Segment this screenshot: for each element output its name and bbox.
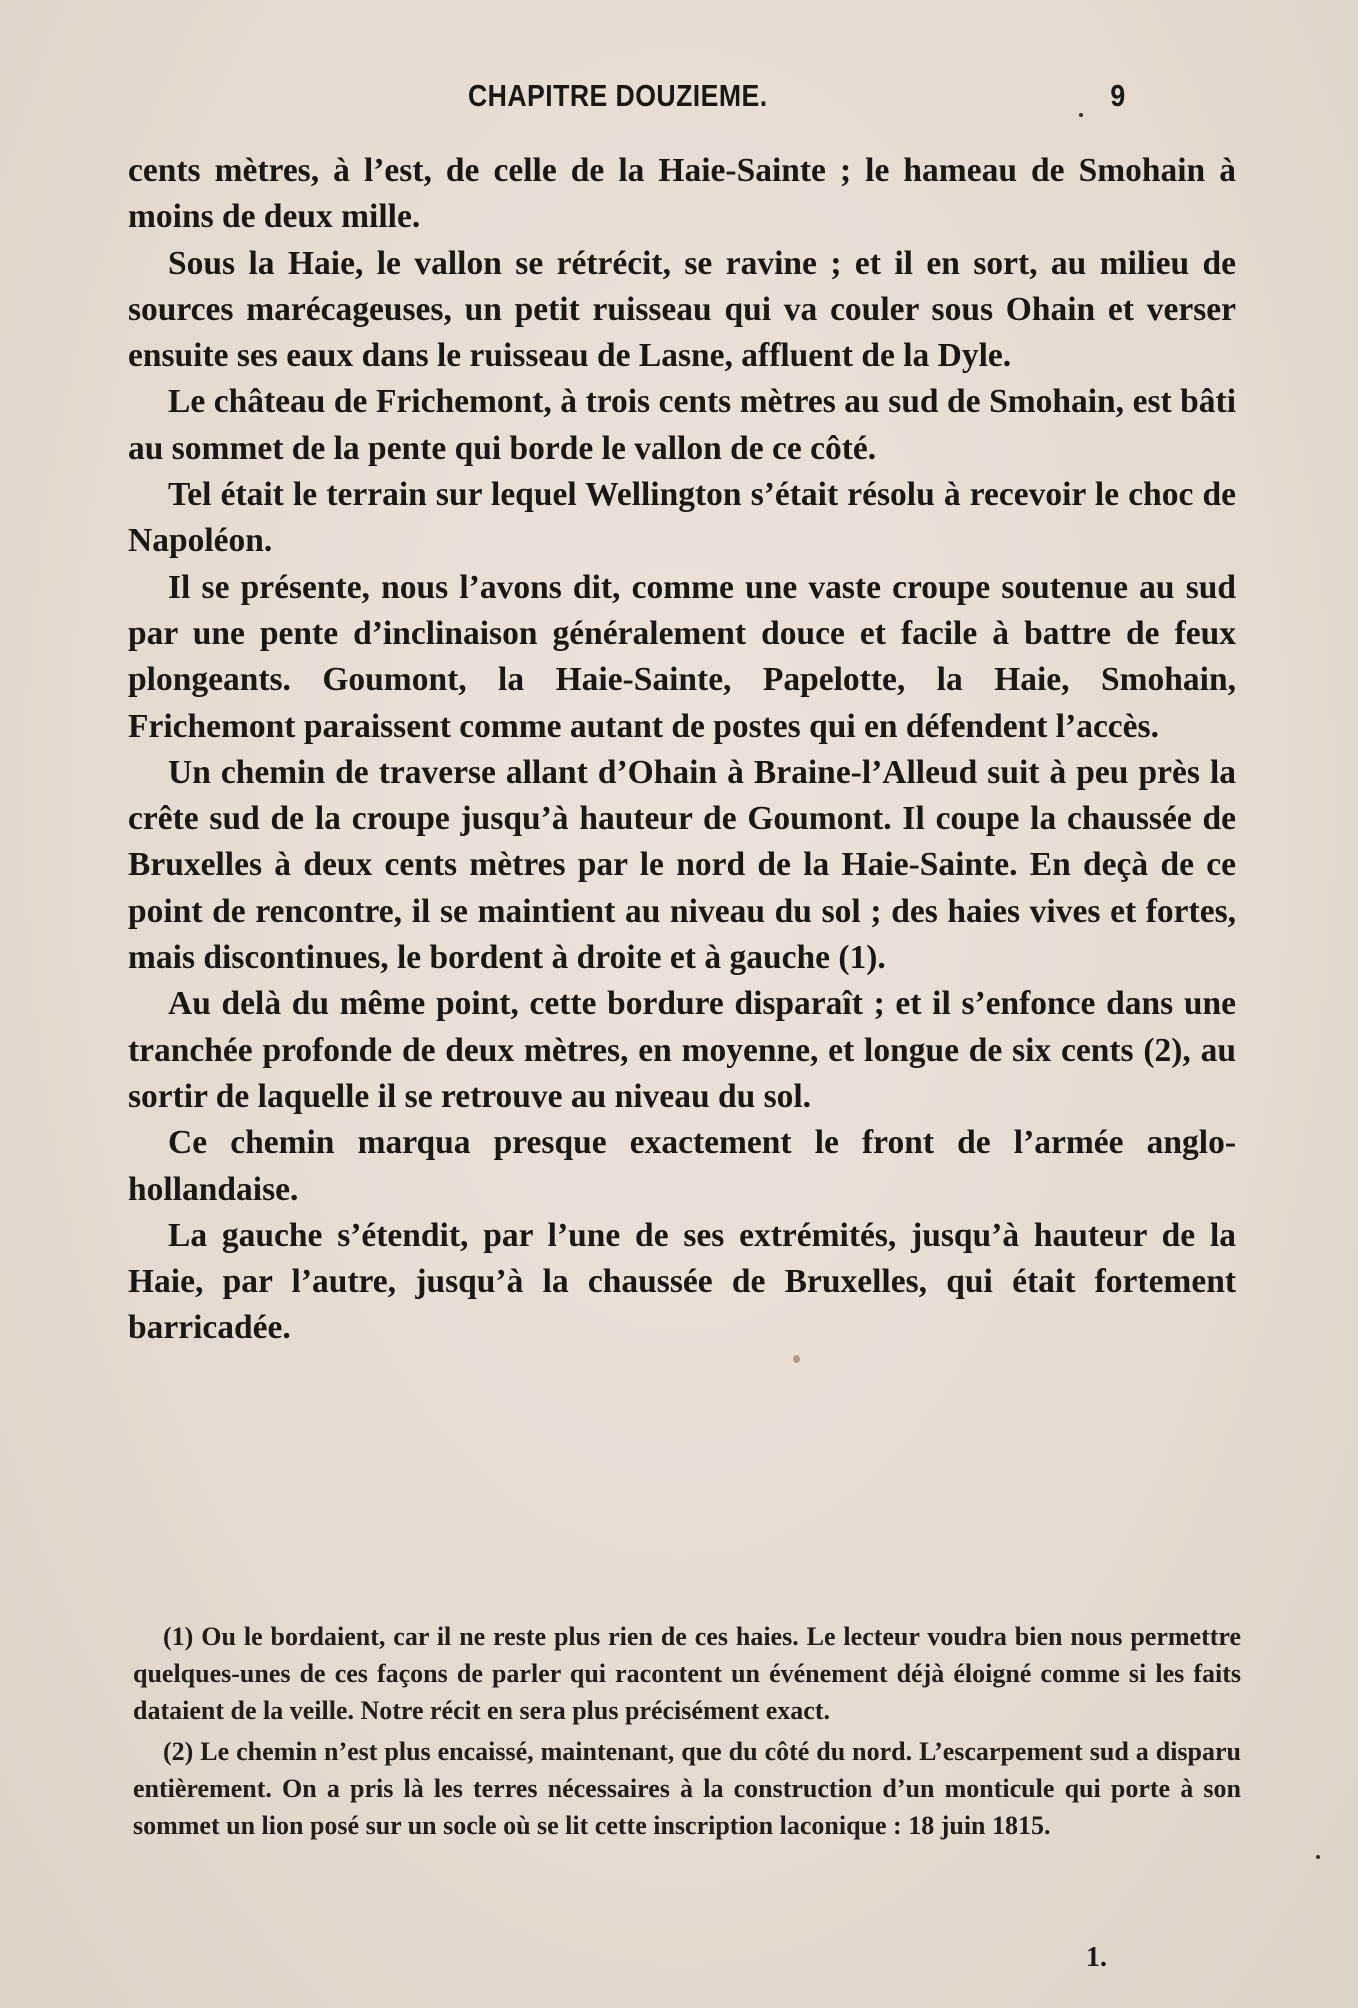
footnotes [133,1618,1241,1844]
footnote-1: (1) Ou le bordaient, car il ne reste plus rien de ces haies. Le lecteur voudra bien nous permettre quelques-unes de ces façons de parler qui racontent un événement déjà éloigné comme si les faits dataient de la veille. Notre récit en sera plus précisément exact. [133,1622,1241,1726]
paragraph: Un chemin de traverse allant d’Ohain à Braine-l’Alleud suit à peu près la crête sud de la croupe jusqu’à hauteur de Goumont. Il coupe la chaussée de Bruxelles à deux cents mètres par le nord de la Haie-Sainte. En deçà de ce point de rencontre, il se maintient au niveau du sol ; des haies vives et fortes, mais discontinues, le bordent à droite et à gauche (1). [128,753,1236,977]
paragraph: Ce chemin marqua presque exactement le front de l’armée anglo-hollandaise. [128,1124,1236,1208]
paragraph: Le château de Frichemont, à trois cents mètres au sud de Smohain, est bâti au sommet de la pente qui borde le vallon de ce côté. [128,383,1236,467]
body-text [128,148,1236,1352]
ink-speck [793,1355,800,1363]
paragraph: Il se présente, nous l’avons dit, comme une vaste croupe soutenue au sud par une pente d’inclinaison généralement douce et facile à battre de feux plongeants. Goumont, la Haie-Sainte, Papelotte, la Haie, Smohain, Frichemont paraissent comme autant de postes qui en défendent l’accès. [128,568,1236,745]
paragraph: Sous la Haie, le vallon se rétrécit, se ravine ; et il en sort, au milieu de sources marécageuses, un petit ruisseau qui va couler sous Ohain et verser ensuite ses eaux dans le ruisseau de Lasne, affluent de la Dyle. [128,244,1236,375]
footnote-2: (2) Le chemin n’est plus encaissé, maintenant, que du côté du nord. L’escarpement sud a disparu entièrement. On a pris là les terres nécessaires à la construction d’un monticule qui porte à son sommet un lion posé sur un socle où se lit cette inscription laconique : 18 juin 1815. [133,1736,1241,1841]
chapter-title: CHAPITRE DOUZIEME. [468,78,768,113]
paragraph: Tel était le terrain sur lequel Wellington s’était résolu à recevoir le choc de Napoléon. [128,476,1236,560]
paragraph: cents mètres, à l’est, de celle de la Haie-Sainte ; le hameau de Smohain à moins de deux mille. [128,152,1236,236]
ink-speck [1316,1855,1320,1859]
signature-mark: 1. [1086,1942,1107,1973]
page-number: 9 [1110,78,1126,113]
paragraph: Au delà du même point, cette bordure disparaît ; et il s’enfonce dans une tranchée profonde de deux mètres, en moyenne, et longue de six cents (2), au sortir de laquelle il se retrouve au niveau du sol. [128,985,1236,1115]
paragraph: La gauche s’étendit, par l’une de ses extrémités, jusqu’à hauteur de la Haie, par l’autre, jusqu’à la chaussée de Bruxelles, qui était fortement barricadée. [128,1216,1236,1347]
ink-speck [1079,113,1083,117]
running-header [468,78,1130,124]
